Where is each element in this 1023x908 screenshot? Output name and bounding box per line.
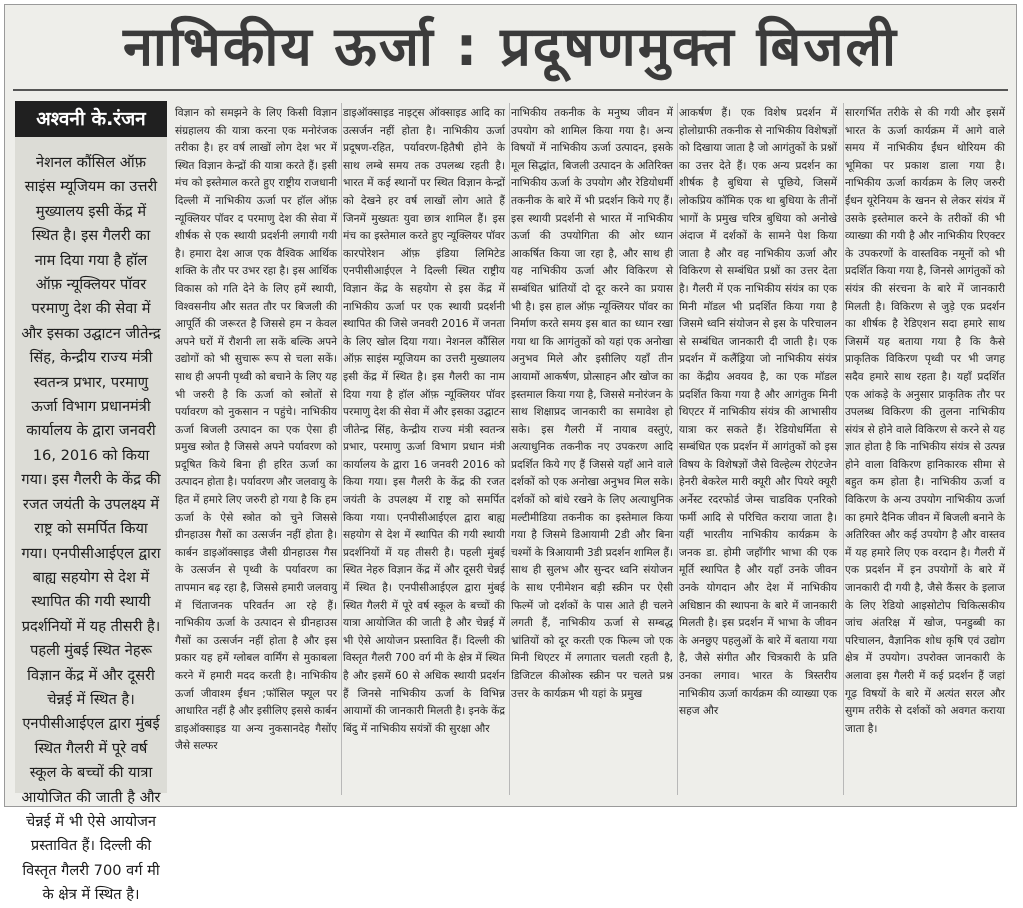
article-column-5	[845, 105, 1009, 793]
column-4-text: आकर्षण हैं। एक विशेष प्रदर्शन में होलोग्राफी तकनीक से नाभिकीय विशेषज्ञों को दिखाया जाता है जो आगंतुकों के प्रश्नों का उत्तर देते हैं। एक अन्य प्रदर्शन का शीर्षक है बुधिया से पूछिये, जिसमें लोकप्रिय कॉमिक एक था बुधिया के तीनों भागों के प्रमुख चरित्र बुधिया को अनोखे अंदाज में दर्शकों के सामने पेश किया जाता है और वह नाभिकीय ऊर्जा और विकिरण से सम्बंधित प्रश्नों का उत्तर देता है। गैलरी में एक नाभिकीय संयंत्र का एक मिनी मॉडल भी प्रदर्शित किया गया है जिसमे ध्वनि संयोजन से इस के परिचालन से सम्बंधित जानकारी दी जाती है। एक प्रदर्शन में कलैंड्रिया जो नाभिकीय संयंत्र का केंद्रीय अवयव है, का एक मॉडल प्रदर्शित किया गया है और आगंतुक मिनी थिएटर में नाभिकीय संयंत्र की आभासीय यात्रा कर सकते हैं। रेडियोधर्मिता से सम्बंधित एक प्रदर्शन में आगंतुकों को इस विषय के विशेषज्ञों जैसे विल्हेल्म रोएंटजेन हेनरी बेकरेल मारी क्यूरी और पियरे क्यूरी अर्नेस्ट रदरफोर्ड जेम्स चाडविक एनरिको फर्मी आदि से परिचित कराया जाता है। यहीं भारतीय नाभिकीय कार्यक्रम के जनक डा. होमी जहाँगीर भाभा की एक मूर्ति स्थापित है और यहाँ उनके जीवन उनके योगदान और देश में नाभिकीय अधिष्ठान की स्थापना के बारे में जानकारी मिलती है। इस प्रदर्शन में भाभा के जीवन के अनछुए पहलुओं के बारे में बताया गया है, जैसे संगीत और चित्रकारी के प्रति उनका लगाव। भारत के त्रिस्तरीय नाभिकीय ऊर्जा कार्यक्रम की व्याख्या एक सहज और	[679, 107, 837, 718]
newspaper-clipping	[4, 4, 1017, 904]
column-5-text: सारगर्भित तरीके से की गयी और इसमें भारत के ऊर्जा कार्यक्रम में आगे वाले समय में नाभिकीय ईंधन थोरियम की भूमिका पर प्रकाश डाला गया है। नाभिकीय ऊर्जा कार्यक्रम के लिए जरुरी ईंधन यूरेनियम के खनन से लेकर संयंत्र में उसके इस्तेमाल करने के तरीकों की भी व्याख्या की गयी है और नाभिकीय रिएक्टर के उपकरणों के वास्तविक नमूनों को भी प्रदर्शित किया गया है, जिनसे आगंतुकों को संयंत्र की संरचना के बारे में जानकारी मिलती है। विकिरण से जुड़े एक प्रदर्शन का शीर्षक है रेडिएशन सदा हमारे साथ जिसमें यह बताया गया है कि कैसे प्राकृतिक विकिरण पृथ्वी पर भी जगह सदैव हमारे साथ रहता है। यहाँ प्रदर्शित एक आंकड़े के अनुसार प्राकृतिक तौर पर उपलब्ध विकिरण की तुलना नाभिकीय संयंत्र से होने वाले विकिरण से करने से यह ज्ञात होता है कि नाभिकीय संयंत्र से उत्पन्न होने वाला विकिरण हानिकारक सीमा से बहुत कम होता है। नाभिकीय ऊर्जा व विकिरण के अन्य उपयोग नाभिकीय ऊर्जा का हमारे दैनिक जीवन में बिजली बनाने के अतिरिक्त और कई उपयोग है और वास्तव में यह हमारे लिए एक वरदान है। गैलरी में एक प्रदर्शन में इन उपयोगों के बारे में जानकारी दी गयी है, जैसे कैंसर के इलाज के लिए रेडियो आइसोटोप चिकित्सकीय जांच अंतरिक्ष में खोज, पनडुब्बी का परिचालन, वैज्ञानिक शोध कृषि एवं उद्योग क्षेत्र में उपयोग। उपरोक्त जानकारी के अलावा इस गैलरी में कई प्रदर्शन हैं जहां गूढ़ विषयों के बारे में अत्यंत सरल और सुगम तरीके से दर्शकों को अवगत कराया जाता है।	[845, 107, 1005, 735]
column-3-text: नाभिकीय तकनीक के मनुष्य जीवन में उपयोग को शामिल किया गया है। अन्य विषयों में नाभिकीय ऊर्जा उत्पादन, इसके मूल सिद्धांत, बिजली उत्पादन के अतिरिक्त नाभिकीय ऊर्जा के उपयोग और रेडियोधर्मी तकनीक के बारे में भी प्रदर्शन किये गए हैं। इस स्थायी प्रदर्शनी से भारत में नाभिकीय ऊर्जा की उपयोगिता की ओर ध्यान आकर्षित किया जा रहा है, और साथ ही यह नाभिकीय ऊर्जा और विकिरण से सम्बंधित भ्रांतियों दो दूर करने का प्रयास भी है। इस हाल ऑफ़ न्यूक्लियर पॉवर का निर्माण करते समय इस बात का ध्यान रखा गया था कि आगंतुकों को यहां एक अनोखा अनुभव मिले और इसीलिए यहाँ तीन आयामों आकर्षण, प्रोत्साहन और खोज का इस्तमाल किया गया है, जिससे मनोरंजन के साथ शिक्षाप्रद जानकारी का समावेश हो सके। इस गैलरी में नायाब वस्तुएं, अत्याधुनिक तकनीक नए उपकरण आदि प्रदर्शित किये गए हैं जिससे यहाँ आने वाले दर्शकों को एक अनोखा अनुभव मिल सके। दर्शकों को बांधे रखने के लिए अत्याधुनिक मल्टीमीडिया तकनीक का इस्तेमाल किया गया है जिसमे डिआयामी 2डी और बिना चश्मों के त्रिआयामी 3डी प्रदर्शन शामिल हैं। साथ ही सुलभ और सुन्दर ध्वनि संयोजन के साथ एनीमेशन बड़ी स्क्रीन पर ऐसी फिल्में जो दर्शकों के पास आते ही चलने लगती हैं, नाभिकीय ऊर्जा से सम्बद्ध भ्रांतियों को दूर करती एक फिल्म जो एक मिनी थिएटर में लगातार चलती रहती है, डिजिटल कीओस्क स्क्रीन पर चलते प्रश्न उत्तर के कार्यक्रम भी यहां के प्रमुख	[511, 107, 673, 700]
sidebar-text: नेशनल कौंसिल ऑफ़ साइंस म्यूजियम का उत्तरी मुख्यालय इसी केंद्र में स्थित है। इस गैलरी का नाम दिया गया है हॉल ऑफ़ न्यूक्लियर पॉवर परमाणु देश की सेवा में और इसका उद्घाटन जीतेन्द्र सिंह, केन्द्रीय राज्य मंत्री स्वतन्त्र प्रभार, परमाणु ऊर्जा विभाग प्रधानमंत्री कार्यालय के द्वारा जनवरी 16, 2016 को किया गया। इस गैलरी के केंद्र की रजत जयंती के उपलक्ष्य में राष्ट्र को समर्पित किया गया। एनपीसीआईएल द्वारा बाह्य सहयोग से देश में स्थापित की गयी स्थायी प्रदर्शनियों में यह तीसरी है। पहली मुंबई स्थित नेहरू विज्ञान केंद्र में और दूसरी चेन्नई में स्थित है। एनपीसीआईएल द्वारा मुंबई स्थित गैलरी में पूरे वर्ष स्कूल के बच्चों की यात्रा आयोजित की जाती है और चेन्नई में भी ऐसे आयोजन प्रस्तावित हैं। दिल्ली की विस्तृत गैलरी 700 वर्ग मी के क्षेत्र में स्थित है।	[21, 154, 161, 904]
column-divider	[341, 103, 342, 795]
sidebar-pull-quote	[15, 137, 167, 904]
column-2-text: डाइऑक्साइड नाइट्स ऑक्साइड आदि का उत्सर्जन नहीं होता है। नाभिकीय ऊर्जा प्रदूषण-रहित, पर्यावरण-हितैषी होने के साथ लम्बे समय तक उपलब्ध रहती है। भारत में कई स्थानों पर स्थित विज्ञान केन्द्रों को देखने हर वर्ष लाखों लोग आते हैं जिनमें मुख्यतः युवा छात्र शामिल हैं। इस मंच का इस्तेमाल करते हुए न्यूक्लियर पॉवर कारपोरेशन ऑफ़ इंडिया लिमिटेड एनपीसीआईएल ने दिल्ली स्थित राष्ट्रीय विज्ञान केंद्र के सहयोग से इस केंद्र में नाभिकीय ऊर्जा पर एक स्थायी प्रदर्शनी स्थापित की जिसे जनवरी 2016 में जनता के लिए खोल दिया गया। नेशनल कौंसिल ऑफ़ साइंस म्यूजियम का उत्तरी मुख्यालय इसी केंद्र में स्थित है। इस गैलरी का नाम दिया गया है हॉल ऑफ़ न्यूक्लियर पॉवर परमाणु देश की सेवा में और इसका उद्घाटन जीतेन्द्र सिंह, केन्द्रीय राज्य मंत्री स्वतन्त्र प्रभार, परमाणु ऊर्जा विभाग प्रधान मंत्री कार्यालय के द्वारा 16 जनवरी 2016 को किया गया। इस गैलरी के केंद्र की रजत जयंती के उपलक्ष्य में राष्ट्र को समर्पित किया गया। एनपीसीआईएल द्वारा बाह्य सहयोग से देश में स्थापित की गयी स्थायी प्रदर्शनियों में यह तीसरी है। पहली मुंबई स्थित नेहरु विज्ञान केंद्र में और दूसरी चेन्नई में स्थित है। एनपीसीआईएल द्वारा मुंबई स्थित गैलरी में पूरे वर्ष स्कूल के बच्चों की यात्रा आयोजित की जाती है और चेन्नई में भी ऐसे आयोजन प्रस्तावित हैं। दिल्ली की विस्तृत गैलरी 700 वर्ग मी के क्षेत्र में स्थित है और इसमें 60 से अधिक स्थायी प्रदर्शन हैं जिनसे नाभिकीय ऊर्जा के विभिन्न आयामों की जानकारी मिलती है। इनके केंद्र बिंदु में नाभिकीय सयंत्रों की सुरक्षा और	[343, 107, 506, 735]
column-divider	[843, 103, 844, 795]
headline-rule	[13, 89, 1008, 91]
article-column-1	[175, 105, 341, 793]
column-divider	[677, 103, 678, 795]
headline: नाभिकीय ऊर्जा : प्रदूषणमुक्त बिजली	[122, 15, 899, 78]
column-divider	[509, 103, 510, 795]
article-column-2	[343, 105, 509, 793]
column-1-text: विज्ञान को समझने के लिए किसी विज्ञान संग्रहालय की यात्रा करना एक मनोरंजक तरीका है। हर वर्ष लाखों लोग देश भर में स्थित विज्ञान केन्द्रों की यात्रा करते हैं। इसी मंच को इस्तेमाल करते हुए राष्ट्रीय राजधानी दिल्ली में नाभिकीय ऊर्जा पर हॉल ऑफ़ न्यूक्लियर पॉवर द परमाणु देश की सेवा में शीर्षक से एक स्थायी प्रदर्शनी लगायी गयी है। हमारा देश आज एक वैश्विक आर्थिक शक्ति के तौर पर उभर रहा है। इस आर्थिक विकास को गति देने के लिए हमें स्थायी, विश्वसनीय और सतत तौर पर बिजली की आपूर्ति की जरूरत है जिससे हम न केवल अपने घरों में रौशनी ला सकें बल्कि अपने उद्योगों को भी सुचारू रूप से चला सकें। साथ ही अपनी पृथ्वी को बचाने के लिए यह भी जरुरी है कि ऊर्जा को स्त्रोतों से पर्यावरण को नुकसान न पहुंचे। नाभिकीय ऊर्जा बिजली उत्पादन का एक ऐसा ही प्रमुख स्त्रोत है जिससे अपने पर्यावरण को प्रदूषित किये बिना ही हरित ऊर्जा का उत्पादन होता है। पर्यावरण और जलवायु के हित में हमारे लिए जरुरी हो गया है कि हम ऊर्जा के ऐसे स्त्रोत को चुने जिससे ग्रीनहाउस गैसों का उत्सर्जन नहीं होता है। कार्बन डाइऑक्साइड जैसी ग्रीनहाउस गैस के उत्सर्जन से पृथ्वी के पर्यावरण का तापमान बढ़ रहा है, जिससे हमारी जलवायु में चिंताजनक परिवर्तन आ रहे हैं। नाभिकीय ऊर्जा के उत्पादन से ग्रीनहाउस गैसों का उत्सर्जन नहीं होता है और इस प्रकार यह हमें ग्लोबल वार्मिंग से मुकाबला करने में हमारी मदद करती है। नाभिकीय ऊर्जा जीवाश्म ईंधन ;फॉसिल फ्यूल पर आधारित नहीं है और इसीलिए इससे कार्बन डाइऑक्साइड या अन्य नुकसानदेह गैसोंए जैसे सल्फर	[175, 107, 337, 753]
article-column-3	[511, 105, 677, 793]
article-column-4	[679, 105, 841, 793]
byline: अश्वनी के.रंजन	[15, 101, 167, 137]
